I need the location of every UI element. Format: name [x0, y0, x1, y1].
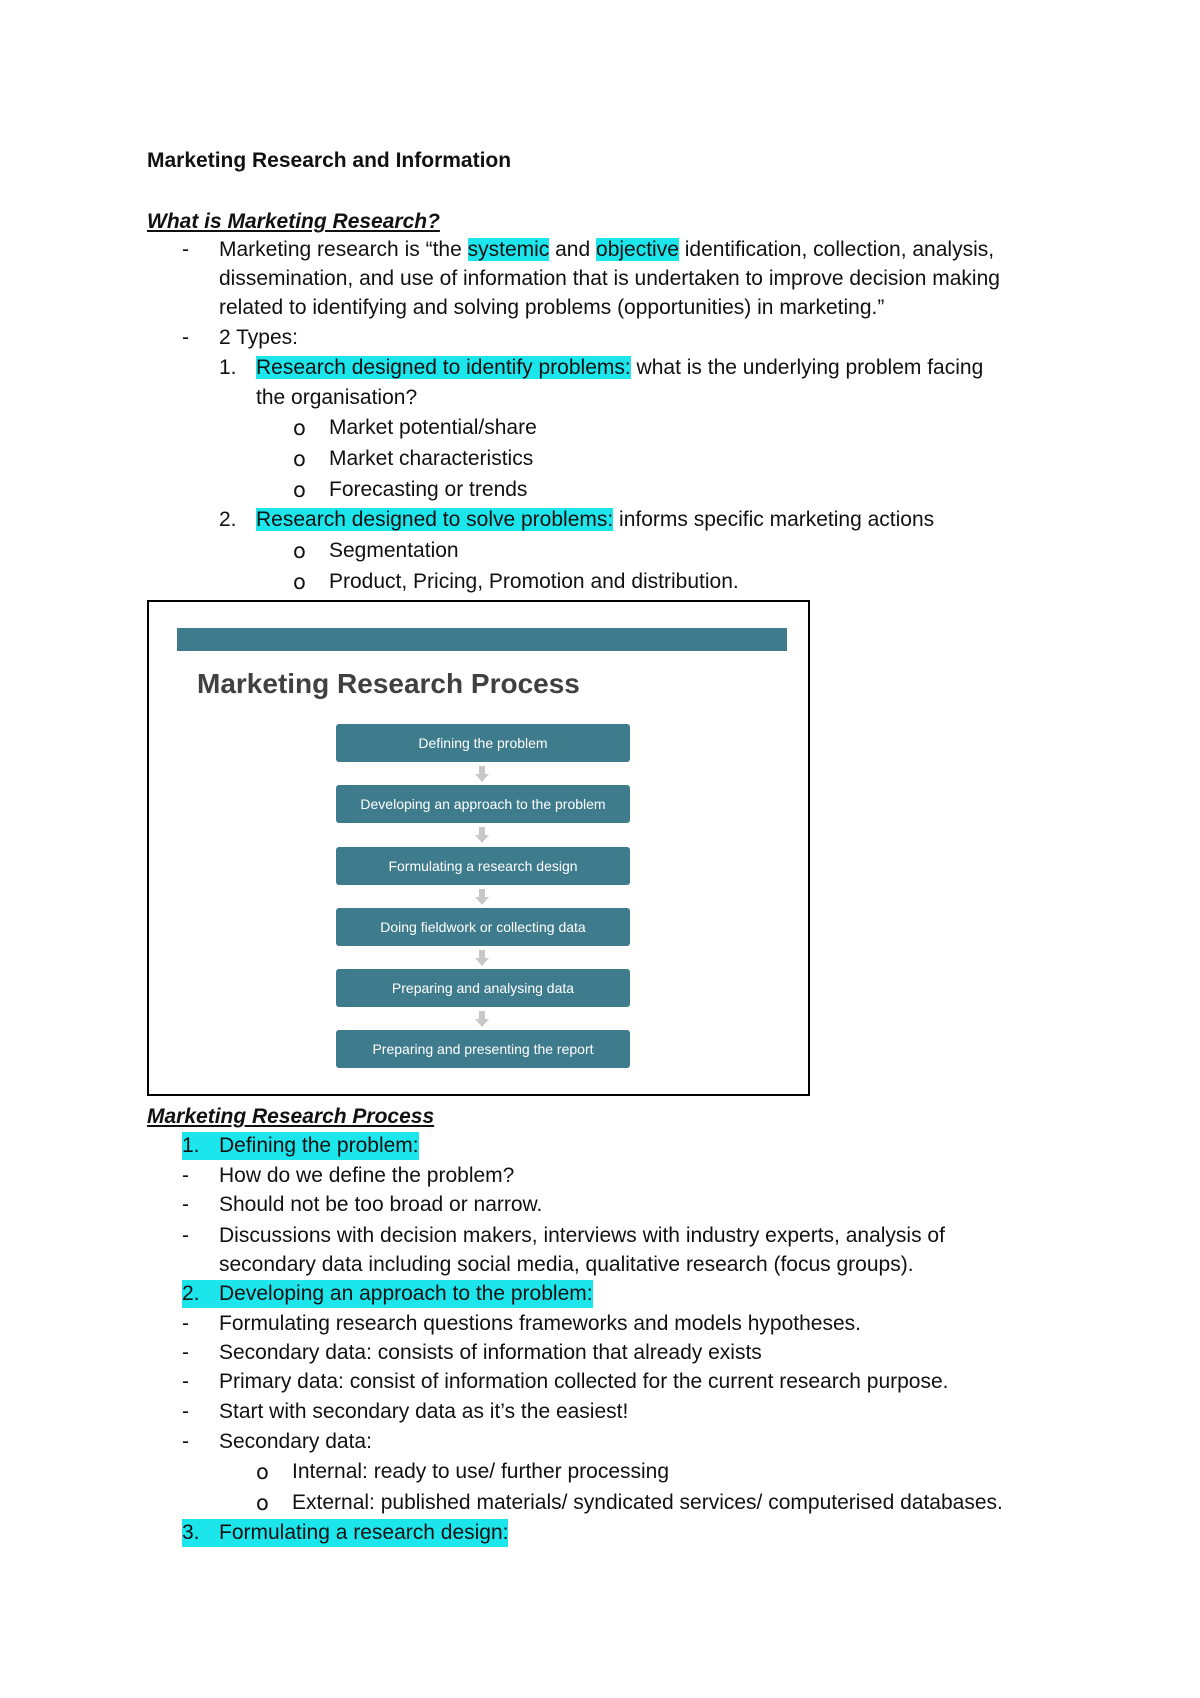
slide-header-bar — [177, 628, 787, 651]
highlight-objective: objective — [596, 238, 679, 261]
bullet-text: How do we define the problem? — [219, 1164, 515, 1187]
document-title: Marketing Research and Information — [147, 149, 512, 172]
dash-bullet: - — [182, 1370, 189, 1393]
type-1-text: what is the underlying problem facing — [630, 356, 984, 379]
type-1-continuation: the organisation? — [256, 386, 418, 409]
definition-text: identification, collection, analysis, — [678, 238, 995, 261]
definition-line-2: dissemination, and use of information that is undertaken to improve decision making — [219, 267, 1000, 290]
definition-line-1 — [219, 236, 994, 264]
process-step-1: Defining the problem — [336, 724, 630, 762]
dash-bullet: - — [182, 238, 189, 261]
sub-item-text: Product, Pricing, Promotion and distribution. — [329, 570, 739, 593]
process-step-4: Doing fieldwork or collecting data — [336, 908, 630, 946]
type-2-text: informs specific marketing actions — [613, 508, 935, 531]
dash-bullet: - — [182, 1224, 189, 1247]
list-number: 1. — [182, 1132, 206, 1160]
bullet-continuation: secondary data including social media, qualitative research (focus groups). — [219, 1253, 914, 1276]
sub-item-text: Forecasting or trends — [329, 478, 528, 501]
definition-text: Marketing research is “the — [219, 238, 468, 261]
sub-item-text: External: published materials/ syndicated services/ computerised databases. — [292, 1491, 1003, 1514]
step-1-label: Defining the problem: — [206, 1132, 419, 1160]
step-2-label: Developing an approach to the problem: — [206, 1280, 593, 1308]
dash-bullet: - — [182, 1312, 189, 1335]
bullet-text: Start with secondary data as it’s the easiest! — [219, 1400, 629, 1423]
section-heading-process: Marketing Research Process — [147, 1105, 435, 1128]
down-arrow-icon — [475, 827, 489, 843]
types-label: 2 Types: — [219, 326, 298, 349]
dash-bullet: - — [182, 1341, 189, 1364]
sub-bullet: o — [256, 1491, 269, 1515]
sub-item-text: Market potential/share — [329, 416, 537, 439]
dash-bullet: - — [182, 1400, 189, 1423]
sub-bullet: o — [256, 1460, 269, 1484]
bullet-text: Discussions with decision makers, interviews with industry experts, analysis of — [219, 1224, 945, 1247]
figure-title: Marketing Research Process — [197, 668, 580, 699]
down-arrow-icon — [475, 1011, 489, 1027]
process-step-6: Preparing and presenting the report — [336, 1030, 630, 1068]
sub-bullet: o — [293, 416, 306, 440]
highlight-systemic: systemic — [467, 238, 550, 261]
list-number: 2. — [219, 508, 237, 531]
process-step-2: Developing an approach to the problem — [336, 785, 630, 823]
sub-item-text: Market characteristics — [329, 447, 534, 470]
dash-bullet: - — [182, 1164, 189, 1187]
list-number: 3. — [182, 1519, 206, 1547]
bullet-text: Secondary data: — [219, 1430, 372, 1453]
bullet-text: Secondary data: consists of information that already exists — [219, 1341, 762, 1364]
bullet-text: Formulating research questions frameworks and models hypotheses. — [219, 1312, 861, 1335]
process-step-3: Formulating a research design — [336, 847, 630, 885]
list-number: 2. — [182, 1280, 206, 1308]
sub-item-text: Internal: ready to use/ further processing — [292, 1460, 670, 1483]
process-figure — [147, 600, 810, 1096]
down-arrow-icon — [475, 766, 489, 782]
definition-text: and — [549, 238, 597, 261]
sub-bullet: o — [293, 447, 306, 471]
dash-bullet: - — [182, 326, 189, 349]
definition-line-3: related to identifying and solving problems (opportunities) in marketing.” — [219, 296, 885, 319]
list-number: 1. — [219, 356, 237, 379]
section-heading-what-is: What is Marketing Research? — [147, 210, 440, 233]
down-arrow-icon — [475, 889, 489, 905]
sub-bullet: o — [293, 478, 306, 502]
bullet-text: Primary data: consist of information collected for the current research purpose. — [219, 1370, 949, 1393]
sub-bullet: o — [293, 539, 306, 563]
dash-bullet: - — [182, 1193, 189, 1216]
process-step-5: Preparing and analysing data — [336, 969, 630, 1007]
step-3-label: Formulating a research design: — [206, 1519, 508, 1547]
type-1-highlight: Research designed to identify problems: — [256, 356, 631, 379]
type-2-highlight: Research designed to solve problems: — [256, 508, 614, 531]
bullet-text: Should not be too broad or narrow. — [219, 1193, 543, 1216]
sub-bullet: o — [293, 570, 306, 594]
sub-item-text: Segmentation — [329, 539, 459, 562]
down-arrow-icon — [475, 950, 489, 966]
dash-bullet: - — [182, 1430, 189, 1453]
